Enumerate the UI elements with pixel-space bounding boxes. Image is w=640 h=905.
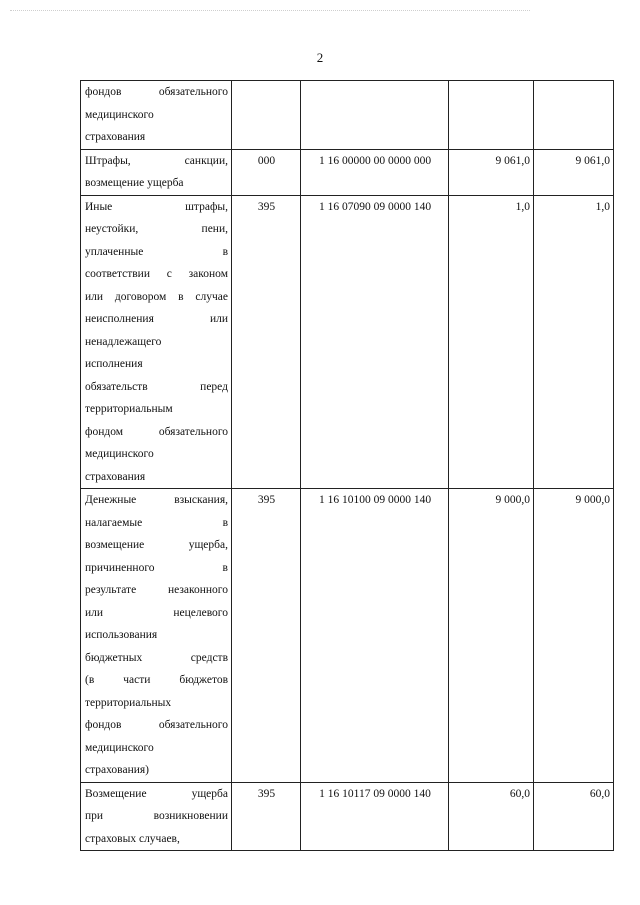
cell-classification-code: 1 16 07090 09 0000 140: [301, 195, 449, 489]
cell-name: [81, 149, 232, 195]
cell-value-2: 9 000,0: [534, 489, 614, 783]
cell-name-line: неустойки, пени,: [85, 223, 228, 235]
cell-name-line: неисполнения или: [85, 313, 228, 325]
cell-name-line: медицинского: [85, 741, 154, 754]
cell-name-line: или договором в случае: [85, 290, 228, 303]
cell-name-line: фондов обязательного: [85, 719, 228, 731]
cell-name-line: Возмещение ущерба: [85, 787, 228, 800]
cell-name-line: страхования: [85, 131, 146, 143]
cell-name-line: использования: [85, 629, 158, 641]
cell-name-line: (в части бюджетов: [85, 674, 228, 686]
cell-admin-code: 000: [232, 149, 301, 195]
cell-name-line: страхования: [85, 470, 146, 483]
cell-value-1: 9 061,0: [449, 149, 534, 195]
page-number: 2: [316, 50, 324, 65]
table-row: [81, 149, 614, 195]
cell-name-line: исполнения: [85, 358, 143, 370]
cell-value-2: 1,0: [534, 195, 614, 489]
cell-value-2: [534, 81, 614, 150]
cell-value-1: 1,0: [449, 195, 534, 489]
cell-name-line: страхования): [85, 764, 149, 776]
cell-name: [81, 782, 232, 851]
cell-name-line: соответствии с законом: [85, 268, 228, 280]
cell-name-line: результате незаконного: [85, 584, 228, 596]
table-row: [81, 489, 614, 783]
cell-name-line: страховых случаев,: [85, 832, 180, 845]
cell-name-line: фондов обязательного: [85, 86, 228, 98]
cell-name-line: возмещение ущерба,: [85, 539, 228, 551]
cell-name-line: Иные штрафы,: [85, 200, 228, 213]
cell-name-line: фондом обязательного: [85, 425, 228, 438]
cell-name-line: ненадлежащего: [85, 335, 162, 348]
cell-value-2: 9 061,0: [534, 149, 614, 195]
cell-name-line: бюджетных средств: [85, 651, 228, 664]
cell-name-line: Денежные взыскания,: [85, 494, 228, 506]
cell-name-line: при возникновении: [85, 810, 228, 822]
cell-classification-code: 1 16 00000 00 0000 000: [301, 149, 449, 195]
cell-value-1: [449, 81, 534, 150]
cell-admin-code: 395: [232, 489, 301, 783]
cell-classification-code: [301, 81, 449, 150]
budget-revenue-table: [80, 80, 614, 851]
cell-name-line: возмещение ущерба: [85, 177, 184, 189]
scan-artifact: [10, 10, 530, 15]
cell-name-line: медицинского: [85, 108, 154, 121]
cell-name-line: налагаемые в: [85, 516, 228, 529]
cell-admin-code: [232, 81, 301, 150]
cell-name-line: Штрафы, санкции,: [85, 154, 228, 167]
cell-classification-code: 1 16 10100 09 0000 140: [301, 489, 449, 783]
cell-name-line: медицинского: [85, 448, 154, 460]
table-row: [81, 195, 614, 489]
cell-admin-code: 395: [232, 195, 301, 489]
table-row: [81, 782, 614, 851]
cell-classification-code: 1 16 10117 09 0000 140: [301, 782, 449, 851]
table-row: [81, 81, 614, 150]
cell-name-line: уплаченные в: [85, 245, 228, 258]
cell-name: [81, 489, 232, 783]
cell-name-line: территориальным: [85, 403, 173, 415]
cell-admin-code: 395: [232, 782, 301, 851]
cell-name-line: причиненного в: [85, 561, 228, 574]
cell-value-2: 60,0: [534, 782, 614, 851]
cell-name-line: обязательств перед: [85, 380, 228, 393]
cell-name: [81, 81, 232, 150]
cell-name: [81, 195, 232, 489]
cell-name-line: территориальных: [85, 696, 172, 709]
cell-value-1: 60,0: [449, 782, 534, 851]
cell-value-1: 9 000,0: [449, 489, 534, 783]
cell-name-line: или нецелевого: [85, 606, 228, 619]
